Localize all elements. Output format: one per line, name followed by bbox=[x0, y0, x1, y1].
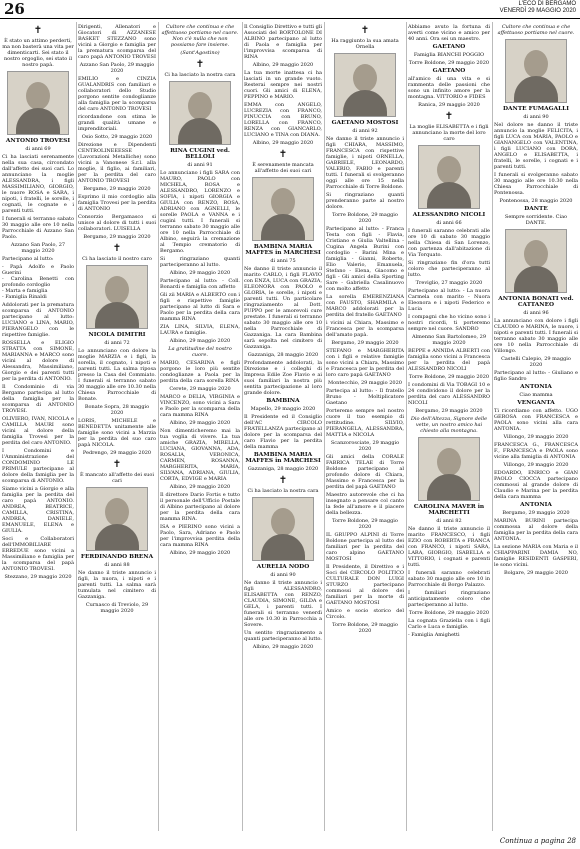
obituary-text: Gli zii MARIA e ALBERTO con i figli e rispettive famiglie partecipano al lutto di Sara e Paolo per la perdita della cara mamma RINA bbox=[160, 292, 240, 322]
place-date: Stezzano, 29 maggio 2020 bbox=[4, 574, 72, 580]
place-date: Ranica, 29 maggio 2020 bbox=[418, 102, 480, 108]
place-date: Treviglio, 27 maggio 2020 bbox=[415, 280, 483, 286]
place-date: Cerete, 29 maggio 2020 bbox=[169, 386, 231, 392]
obituary-text: Partecipano al lutto: - Franca Testa con figli - Flavia, Cristiano e Giulia Valtellina - Cugina Angela Burini con cordoglio - Barini Mina e famiglia - Gianni, Roberto, Elio Valerio, Emanuela, Stefano - Elena, Giacomo e figli - Gli amici della Sporting Sare - Gabriella Casalinuovo con molto affetto bbox=[326, 226, 404, 292]
obituary-text: Ha raggiunto la sua amata Ornella bbox=[331, 38, 399, 50]
place-date: Albino, 29 maggio 2020 bbox=[169, 484, 231, 490]
place-date: Torre Boldone, 29 maggio 2020 bbox=[332, 622, 398, 634]
deceased-age: di anni 75 bbox=[270, 258, 296, 264]
place-date: Albino, 29 maggio 2020 bbox=[169, 420, 231, 426]
quote: Cultore che continua e che affettuoso portiamo nel cuore. Non c'è nulla che non possiamo fare insieme. bbox=[161, 24, 239, 48]
obituary-text: Porteremo sempre nel nostro cuore il tuo esempio di rettitudine. SILVIO, PIERANGELA, ALESSANDRA, MATTIA e NICOLA bbox=[326, 408, 404, 438]
deceased-name: AURELIA NODO bbox=[256, 564, 310, 570]
place-date: Albino, 29 maggio 2020 bbox=[252, 644, 314, 650]
deceased-name: ALESSANDRO NICOLI bbox=[412, 212, 486, 218]
portrait-photo bbox=[505, 39, 567, 103]
place-date: Bonate Sopra, 28 maggio 2020 bbox=[84, 404, 150, 416]
place-date: Bergamo, 29 maggio 2020 bbox=[502, 510, 570, 516]
obituary-text: La tua morte inattesa ci ha lasciati in un grande vuoto. Resterai sempre nei nostri cuori. Gli amici di ELENA, PEPPINO e MARIO. bbox=[244, 70, 322, 100]
place-date: Pontenossa, 28 maggio 2020 bbox=[499, 198, 573, 204]
deceased-age: di anni 90 bbox=[523, 114, 549, 120]
obituary-text: MARCO e DELIA, VIRGINIA e VINCENZO, sono vicini a Sara e Paolo per la scomparsa della cara mamma RINA bbox=[160, 394, 240, 418]
column-divider bbox=[406, 22, 407, 831]
place-date: Bergamo, 29 maggio 2020 bbox=[83, 234, 151, 240]
deceased-name: BAMBINA bbox=[266, 398, 300, 404]
obituary-text: EMILIO e CINZIA GUALANDRIS con familiari e collaboratori dello Studio porgono sentite condoglianze alla famiglia per la scomparsa del caro ANTONIO TROVESI bbox=[78, 76, 156, 112]
column-1 bbox=[2, 22, 74, 831]
obituary-text: I funerali si terranno sabato 30 maggio alle ore 10 nella Parrocchiale di Azzano San Paolo. bbox=[2, 216, 74, 240]
column-3 bbox=[160, 22, 240, 831]
obituary-text: Profondamente addolorati, la Direzione e i colleghi di Impresa Edile Zoe Flavio e ai suoi familiari la nostra più sentita partecipazione al loro grande dolore. bbox=[244, 360, 322, 396]
portrait-photo bbox=[252, 177, 314, 241]
quote-signature: (Sant'Agostino) bbox=[180, 50, 220, 56]
column-7 bbox=[494, 22, 578, 831]
place-date: Bergamo, 29 maggio 2020 bbox=[415, 408, 483, 414]
cross-icon: ✝ bbox=[278, 475, 288, 486]
place-date: Pedrengo, 29 maggio 2020 bbox=[82, 450, 152, 456]
place-date: Azzano San Paolo, 29 maggio 2020 bbox=[79, 62, 155, 74]
obituary-text: Famiglia BIANCHI POGGIO bbox=[413, 52, 485, 58]
participation-heading: Partecipano al lutto: bbox=[2, 256, 54, 262]
obituary-text: Esprimo il mio cordoglio alla famiglia Trovesi per la perdita di ANTONIO bbox=[78, 194, 156, 212]
place-date: Gazzaniga, 28 maggio 2020 bbox=[247, 352, 319, 358]
column-4 bbox=[244, 22, 322, 831]
obituary-text: MARINA BURINI partecipa commossa al dolore della famiglia per la perdita della cara ANTONIA. bbox=[494, 518, 578, 542]
obituary-text: Ciao mamma bbox=[519, 392, 553, 398]
obituary-text: Ci ha lasciato la nostra cara bbox=[247, 488, 319, 494]
portrait-photo bbox=[418, 145, 480, 209]
column-divider bbox=[492, 22, 493, 831]
obituary-text: ricordandone con stima le grandi qualità umane e imprenditoriali. bbox=[78, 114, 156, 132]
deceased-age: di anni 96 bbox=[523, 310, 549, 316]
deceased-name: VENGANTA bbox=[517, 400, 555, 406]
deceased-age: di anni 92 bbox=[352, 128, 378, 134]
place-date: Bolgare, 29 maggio 2020 bbox=[504, 570, 568, 576]
obituary-text: Consorzio Bergamasco si unisce al dolore di tutti i suoi collaboratori. LUISELLA bbox=[78, 214, 156, 232]
place-date: Albino, 29 maggio 2020 bbox=[252, 140, 314, 146]
obituary-text: Nel dolore ne danno il triste annuncio la moglie FELICITA, i figli LUCA con MARIA, PAOLO e GIANANGELO con VALENTINA, i figli LUCIANO con DORA, ANGELO e ELISABETTA, i fratelli, le sorelle, i cognati e i parenti tutti. bbox=[494, 122, 578, 170]
place-date: Osio Sotto, 29 maggio 2020 bbox=[81, 134, 153, 140]
obituary-text: LORIS, MICHELE e BENEDETTA unitamente alle famiglie sono vicini a Marzia per la perdita del suo caro papà NICOLA. bbox=[78, 418, 156, 448]
obituary-text: Addolorati per la prematura scomparsa di ANTONIO partecipano al lutto: LUCIANO e LINA, MARIO, PIERANGELO con le rispettive famiglie. bbox=[2, 302, 74, 338]
deceased-name: GAETANO MOSTOSI bbox=[331, 120, 399, 126]
obituary-text: Il Condominio di via Bergamo partecipa al lutto della famiglia per la scomparsa di ANTONIO TROVESI. bbox=[2, 384, 74, 414]
obituary-text: Amico e socio storico del Circolo. bbox=[326, 608, 404, 620]
place-date: Torre Boldone, 29 maggio 2020 bbox=[408, 610, 490, 616]
obituary-text: ZIA LINA, SILVIA, ELENA, LAURA e famiglie. bbox=[160, 324, 240, 336]
obituary-text: Ne danno il triste annuncio il marito FRANCESCO, i figli EZIO con ROBERTA e FRANCA con FRANCO, i nipoti SARA, LARA, GIORGIO, ISABELLA e VITTORIO, i cognati e parenti tutti. bbox=[408, 526, 490, 568]
place-date: Curnasco di Treviolo, 29 maggio 2020 bbox=[85, 602, 149, 614]
deceased-name: ANTONIA bbox=[520, 384, 552, 390]
column-divider bbox=[76, 22, 77, 831]
portrait-photo bbox=[86, 487, 148, 551]
quote: La gratitudine del nostro cuore. bbox=[168, 346, 232, 358]
obituary-text: Siamo vicini a Giorgio e alla famiglia per la perdita del caro papà ANTONIO. ANDREA, BEATRICE, CAMILLA, CRISTINA, ANDREA, DANIELE, EMANUELE, ELENA e GIULIA. bbox=[2, 486, 74, 534]
deceased-age: di anni 88 bbox=[104, 562, 130, 568]
place-date: Castelli Calepio, 29 maggio 2020 bbox=[501, 356, 571, 368]
deceased-name: BAMBINA MARIA MAFFES in MARCHESI bbox=[245, 452, 321, 464]
place-date: Villongo, 29 maggio 2020 bbox=[503, 462, 569, 468]
publication-info bbox=[500, 1, 576, 15]
obituary-text: I condomini di Via TOBAGI 10 e 24 condividono il dolore per la perdita del caro ALESSANDRO NICOLI bbox=[408, 382, 490, 406]
obituary-text: La annunciano con dolore i figli CLAUDIO e MARINA, le nuore, i nipoti e parenti tutti. I funerali si terranno sabato 30 maggio alle ore 10 nella Parrocchiale di Villongo. bbox=[494, 318, 578, 354]
obituary-text: Ne danno il triste annuncio il marito CARLO, i figli FLAVIO con ENZA, LUCA con GRAZIA, ELEONORA con PAOLO e GLORIA, le sorelle, i nipoti e parenti tutti. Un particolare ringraziamento al Dott. PUPPO per le amorevoli cure prestate. I funerali si terranno sabato 30 maggio alle ore 10 nella Parrocchiale di Gazzaniga. La cara Bambina sarà sepolta nel cimitero di Gazzaniga. bbox=[244, 266, 322, 350]
obituary-text: I funerali saranno celebrati sabato 30 maggio alle ore 10 in Parrocchiale di Borgo Palazzo. bbox=[408, 570, 490, 588]
obituary-text: Partecipano al lutto: - Coll. Bonardi e famiglia con affetto bbox=[160, 278, 240, 290]
obituary-text: I familiari ringraziano anticipatamente coloro che parteciperanno al lutto. bbox=[408, 590, 490, 608]
obituary-text: Si ringraziano fin d'ora tutti coloro che parteciperanno al lutto. bbox=[408, 260, 490, 278]
place-date: Mapello, 29 maggio 2020 bbox=[250, 406, 316, 412]
obituary-text: OLIVIERO, IVAN, NICOLA e CAMILLA MAURI sono vicini al dolore della famiglia Trovesi per la perdita del caro ANTONIO. bbox=[2, 416, 74, 446]
obituary-text: Direzione e Dipendenti CENTROLINEEESSE (Lavorazioni Metalliche) sono vicini a Vanonese S.r.l. alla moglie, il figlio, ai familiari, per la perdita del caro ANTONIO TROVESI bbox=[78, 142, 156, 184]
obituary-text: BEPPE e ANNIDA ALBERTI con famiglia sono vicini a Francesca per la perdita del papà ALESSANDRO NICOLI bbox=[408, 348, 490, 372]
obituary-text: Sempre sorridente. Ciao DANTE. bbox=[504, 214, 568, 226]
deceased-age: di anni 82 bbox=[436, 518, 462, 524]
obituary-text: Ne danno il triste annuncio i figli CHIARA, MASSIMO, FRANCESCA con rispettive famiglie, i nipoti ORNELLA, GABRIELE, LEONARDO, VALERIO, FABIO e parenti tutti. I funerali si svolgeranno oggi alle ore 15 nella Parrocchiale di Torre Boldone. bbox=[326, 136, 404, 190]
obituary-text: Ci ha lasciato il nostro caro bbox=[82, 256, 152, 262]
deceased-name: GAETANO bbox=[432, 68, 466, 74]
place-date: Torre Boldone, 29 maggio 2020 bbox=[408, 374, 490, 380]
obituary-text: Il Consiglio Direttivo e tutti gli Associati del BORTOLONE DI ALBINO partecipano al lutto di Paola e famiglia per l'improvvisa scomparsa di RINA bbox=[244, 24, 322, 60]
portrait-photo bbox=[86, 265, 148, 329]
place-date: Gazzaniga, 28 maggio 2020 bbox=[247, 466, 319, 472]
place-date: Bergamo, 29 maggio 2020 bbox=[83, 186, 151, 192]
continued-note: Continua a pagina 28 bbox=[499, 837, 576, 845]
place-date: Torre Boldone, 29 maggio 2020 bbox=[332, 212, 398, 224]
obituary-text: Il direttore Dario Fortis e tutto il personale dell'Ufficio Postale di Albino partecipano al dolore per la perdita della cara mamma RINA. bbox=[160, 492, 240, 522]
portrait-photo bbox=[418, 437, 480, 501]
obituary-text: EDOARDO, ENRICO e GIAN PAOLO CIOCCA partecipano commossi al grande dolore di Claudio e Marina per la perdita della cara mamma bbox=[494, 470, 578, 500]
obituary-text: - Famiglia Amighetti bbox=[408, 632, 460, 638]
cross-icon: ✝ bbox=[112, 243, 122, 254]
obituary-text: FRANCESCA G., FRANCESCA F., FRANCESCA e PAOLA sono vicine alla famiglia di ANTONIA bbox=[494, 442, 578, 460]
deceased-name: NICOLA DIMITRI bbox=[88, 332, 146, 338]
place-date: Montecchio, 29 maggio 2020 bbox=[328, 380, 402, 386]
obituary-text: Ci ha lasciati serenamente nella sua casa, circondato dall'affetto dei suoi cari. Lo annunciano la moglie ALESSANDRA, i figli MASSIMILIANO, GIORGIO, le nuore ROSA e SARA, i nipoti, i fratelli, le sorelle, i cognati, le cognate e i parenti tutti. bbox=[2, 154, 74, 214]
deceased-name: ANTONIA BONATI ved. CATTANEO bbox=[498, 296, 574, 308]
deceased-name: ANTONIA bbox=[520, 502, 552, 508]
page-header bbox=[0, 0, 580, 19]
obituary-text: Partecipano al lutto: - Giuliano e figlio Sandro bbox=[494, 370, 578, 382]
obituary-text: Lo annunciano con dolore la moglie MARZIA e i figli, la sorella, il cognato, i nipoti e parenti tutti. La salma riposa presso la Casa del Commiato. I funerali si terranno sabato 30 maggio alle ore 10.30 nella Chiesa Parrocchiale di Bonate. bbox=[78, 348, 156, 402]
obituary-text: I funerali si svolgeranno sabato 30 maggio alle ore 10.30 nella Chiesa Parrocchiale di Pontenossa. bbox=[494, 172, 578, 196]
cross-icon: ✝ bbox=[33, 25, 43, 36]
obituary-text: Ti ricordiamo con affetto. UGO GEROSA con FRANCESCA e PAOLA sono vicini alla cara ANTONIA. bbox=[494, 408, 578, 432]
obituary-text: STEFANO e MARGHERITA con i figli e relative famiglie sono vicini a Chiara, Massimo e Francesca per la perdita del loro caro papà GAETANO bbox=[326, 348, 404, 378]
deceased-name: FERDINANDO BRENA bbox=[80, 554, 154, 560]
place-date: Torre Boldone, 29 maggio 2020 bbox=[332, 518, 398, 530]
obituary-text: È stato un attimo perderti, ma non basterà una vita per dimenticarti. Sei stato il nostro orgoglio, sei stato il nostro papà. bbox=[2, 38, 74, 68]
deceased-age: di anni 72 bbox=[104, 340, 130, 346]
obituary-text: Un sentito ringraziamento a quanti parteciperanno al lutto. bbox=[244, 630, 322, 642]
place-date: Albino, 29 maggio 2020 bbox=[169, 550, 231, 556]
publication-date: VENERDÌ 29 MAGGIO 2020 bbox=[499, 8, 576, 14]
obituary-text: Abbiamo avuto la fortuna di averti come vicino e amico per 40 anni. Ora sei un maestro. bbox=[408, 24, 490, 42]
obituary-text: Ne danno il triste annuncio i figli, la nuora, i nipoti e i parenti tutti. La salma sarà tumulata nel cimitero di Gazzaniga. bbox=[78, 570, 156, 600]
obituary-text: Il Presidente ed il Consiglio dell'AC CIRCOLO FRATELLANZA partecipano al dolore per la scomparsa del caro Flavio per la perdita della mamma bbox=[244, 414, 322, 450]
obituary-text: IL GRUPPO ALPINI di Torre Boldone partecipa al lutto dei familiari per la perdita del caro alpino GAETANO MOSTOSI bbox=[326, 532, 404, 562]
column-2 bbox=[78, 22, 156, 831]
obituary-text: I Condomini e l'Amministrazione del CONDOMINIO LE PRIMULE partecipano al dolore della famiglia per la scomparsa di ANTONIO. bbox=[2, 448, 74, 484]
obituary-text: La sorella EMERENZIANA con FAUSTO, SHARMILA e MARCO addolorati per la perdita del fratello GAETANO bbox=[326, 294, 404, 318]
quote: Cultore che continua e che affettuoso portiamo nel cuore. bbox=[497, 24, 575, 36]
obituary-text: La cognata Graziella con i figli Carlo e Luca e famiglie. bbox=[408, 618, 490, 630]
obituary-text: i vicini ai Chiara, Massimo e Francesca per la scomparsa dell'amato papà. bbox=[326, 320, 404, 338]
obituary-text: ROSSELLA e ELIGIO STRATTA con SIMONE, MARIANNA e MARCO sono vicini al dolore di Alessandra, Massimiliano, Giorgio e dei parenti tutti per la perdita di ANTONIO. bbox=[2, 340, 74, 382]
place-date: Azzano San Paolo, 27 maggio 2020 bbox=[10, 242, 66, 254]
deceased-age: di anni 91 bbox=[187, 162, 213, 168]
deceased-name: CAROLINA MAVER in MARCHETTI bbox=[413, 504, 485, 516]
portrait-photo bbox=[505, 229, 567, 293]
obituary-text: Partecipano al lutto: - La nuora Carmela con marito - Nuora Eleonora e i nipoti Federico e Lucia bbox=[408, 288, 490, 312]
cross-icon: ✝ bbox=[112, 459, 122, 470]
obituary-text: Soci e Collaboratori dell'IMMOBILIARE ERREDUE sono vicini a Massimiliano e famiglia per la scomparsa del papà ANTONIO TROVESI. bbox=[2, 536, 74, 572]
cross-icon: ✝ bbox=[360, 25, 370, 36]
deceased-name: BAMBINA MARIA MAFFES in MARCHESI bbox=[245, 244, 321, 256]
portrait-photo bbox=[169, 81, 231, 145]
deceased-name: RINA CUGINI ved. BELLOLI bbox=[170, 148, 230, 160]
obituary-text: La moglie ELISABETTA e i figli annunciano la morte del loro caro bbox=[409, 124, 489, 142]
participation-list: - Papà Adolfo e Paolo Guerini - Carolina Benetti con profondo cordoglio - Marta e famiglia - Famiglia Rinaldi bbox=[2, 264, 74, 300]
obituary-text: Il Presidente, il Direttivo e i Soci del CIRCOLO POLITICO CULTURALE DON LUIGI STURZO partecipano commossi al dolore dei familiari per la morte di GAETANO MOSTOSI bbox=[326, 564, 404, 606]
deceased-age: di anni 69 bbox=[25, 146, 51, 152]
obituary-text: MARIO, CESARINA e figli porgono le loro più sentite condoglianze a Paola per la perdita della cara sorella RINA bbox=[160, 360, 240, 384]
obituary-text: Lo annunciano i figli SARA con MAURO, PAOLO con MICHELA, ROSA e ALESSANDRO, LORENZO e SOFIA, i nipoti GIORGIA e GIULIA con RENZO, ROSA, ADRIANO con AGNELLI, le sorelle PAOLA e VANNA e i cugini tutti. I funerali si terranno sabato 30 maggio alle ore 10 nella Parrocchiale di Albino, seguirà la cremazione al Tempio crematorio di Bergamo. bbox=[160, 170, 240, 254]
column-divider bbox=[324, 22, 325, 831]
obituary-text: ISA e PIERINO sono vicini a Paolo, Sara, Adriano e Paolo per l'improvvisa perdita della cara mamma RINA bbox=[160, 524, 240, 548]
place-date: Albino, 29 maggio 2020 bbox=[169, 338, 231, 344]
obituary-text: Ci ha lasciato la nostra cara bbox=[164, 72, 236, 78]
deceased-age: di anni 90 bbox=[270, 572, 296, 578]
obituary-text: Non dimenticheremo mai la tua voglia di vivere. La tua amiche GRAZIA, MIRELLA, LUCIANA, GIOVANNA, ADA, ROSALIA, VERONICA, CARMEN, ROSANNA, MARGHERITA, MARIA, SILVANA, ADRIANA, GIULIA, CORTA, EDVIGE e MARIA bbox=[160, 428, 240, 482]
portrait-photo bbox=[7, 71, 69, 135]
column-5 bbox=[326, 22, 404, 831]
place-date: Scanzorosciate, 29 maggio 2020 bbox=[330, 440, 400, 452]
quote: Dio dell'Altezza, Signore delle vette, un nostro amico hai chiesto alla montagna. bbox=[410, 416, 488, 434]
deceased-name: DANTE FUMAGALLI bbox=[503, 106, 569, 112]
page-number: 26 bbox=[4, 0, 25, 18]
place-date: Torre Boldone, 29 maggio 2020 bbox=[408, 60, 490, 66]
column-6 bbox=[408, 22, 490, 831]
obituary-text: È serenamente mancata all'affetto dei suoi cari bbox=[252, 162, 314, 174]
publication-name: L'ECO DI BERGAMO bbox=[518, 1, 576, 7]
place-date: Bergamo, 29 maggio 2020 bbox=[331, 340, 399, 346]
obituary-text: I compagni che ho vicino sono i nostri ricordi, ti porteremo sempre nel cuore. SANDRO bbox=[408, 314, 490, 332]
obituary-text: EMMA con ANGELO, LUCREZIA con FRANCO, PINUCCIA con BRUNO, LORELLA con FRANCO, RENZA con GIANCARLO, LUCIANO e TINA con DIANA. bbox=[244, 102, 322, 138]
obituary-text: Si ringraziano quanti prenderanno parte al nostro dolore. bbox=[326, 192, 404, 210]
cross-icon: ✝ bbox=[195, 59, 205, 70]
obituary-text: I funerali saranno celebrati alle ore 10 di sabato 30 maggio nella Chiesa di San Lorenzo, con partenza dall'abitazione di Via Torquato. bbox=[408, 228, 490, 258]
cross-icon: ✝ bbox=[444, 111, 454, 122]
obituary-text: Dirigenti, Allenatori e Giocatori di AZZANESE BASKET STEZZANO sono vicini a Giorgio e famiglia per la prematura scomparsa del caro papà ANTONIO TROVESI bbox=[78, 24, 156, 60]
place-date: Albino, 29 maggio 2020 bbox=[169, 270, 231, 276]
deceased-name: GAETANO bbox=[432, 44, 466, 50]
place-date: Almenno San Bartolomeo, 29 maggio 2020 bbox=[411, 334, 487, 346]
place-date: Albino, 29 maggio 2020 bbox=[252, 62, 314, 68]
obituary-text: Maestro autorevole che ci ha insegnato a pensare col canto la fede all'amore e il piacere della bellezza. bbox=[326, 492, 404, 516]
obituary-text: Partecipa al lutto: - Il fratello Bruno - Moltiplicatore Gaetano bbox=[326, 388, 404, 406]
column-divider bbox=[158, 22, 159, 831]
deceased-name: DANTE bbox=[524, 206, 548, 212]
obituary-text: È mancato all'affetto dei suoi cari bbox=[80, 472, 154, 484]
deceased-name: ANTONIO TROVESI bbox=[5, 138, 71, 144]
obituary-text: Gli amici della CORALE FABRICA TELAE di Torre Boldone partecipano al profondo dolore di Chiara, Massimo e Francesca per la perdita del papà GAETANO bbox=[326, 454, 404, 490]
deceased-age: di anni 66 bbox=[436, 220, 462, 226]
portrait-photo bbox=[252, 497, 314, 561]
obituary-text: Ne danno il triste annuncio i figli ALESSANDRO, ELISABETTA con RENZO, CLAUDIA, SIMONE, GILDA e GELA, i parenti tutti. I funerali si terranno venerdì alle ore 10.30 in Parrocchia a Sovere. bbox=[244, 580, 322, 628]
obituary-text: Si ringraziano quanti parteciperanno al lutto. bbox=[160, 256, 240, 268]
place-date: Villongo, 29 maggio 2020 bbox=[503, 434, 569, 440]
column-divider bbox=[242, 22, 243, 831]
obituary-text: all'amico di una vita e si rammenta delle passioni che sono un infinito amore per la montagna. VITTORIO e FIDES bbox=[408, 76, 490, 100]
portrait-photo bbox=[334, 53, 396, 117]
cross-icon: ✝ bbox=[278, 149, 288, 160]
obituary-text: La sezione MARIA con Maria e il CHIAPPARINI DAMIA NO, famiglie RESIDENTI GASPERI, le sono vicini. bbox=[494, 544, 578, 568]
